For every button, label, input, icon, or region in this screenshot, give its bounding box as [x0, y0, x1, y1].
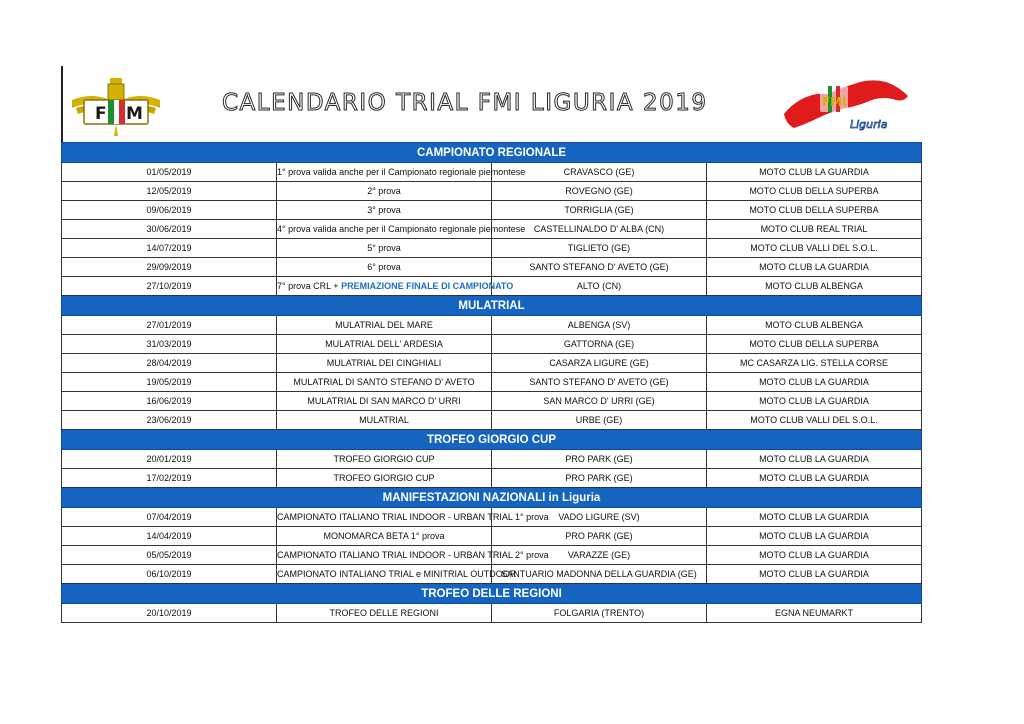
place-cell: SANTO STEFANO D' AVETO (GE) [492, 373, 707, 392]
club-cell: MOTO CLUB LA GUARDIA [707, 163, 922, 182]
club-cell: MOTO CLUB VALLI DEL S.O.L. [707, 239, 922, 258]
table-row [62, 604, 922, 623]
table-row [62, 220, 922, 239]
club-cell: MOTO CLUB DELLA SUPERBA [707, 201, 922, 220]
date-cell: 09/06/2019 [62, 201, 277, 220]
place-cell: TIGLIETO (GE) [492, 239, 707, 258]
fmi-logo [70, 70, 162, 140]
section-header [62, 430, 922, 450]
event-cell: MONOMARCA BETA 1° prova [277, 527, 492, 546]
table-row [62, 546, 922, 565]
event-text: 7° prova CRL + [277, 281, 339, 291]
event-cell [277, 277, 514, 296]
table-row [62, 182, 922, 201]
date-cell: 27/10/2019 [62, 277, 277, 296]
date-cell: 23/06/2019 [62, 411, 277, 430]
event-cell: MULATRIAL DI SANTO STEFANO D' AVETO [277, 373, 492, 392]
section-title: MULATRIAL [62, 296, 922, 316]
table-row [62, 258, 922, 277]
club-cell: MOTO CLUB ALBENGA [707, 277, 922, 296]
place-cell: URBE (GE) [492, 411, 707, 430]
event-cell: MULATRIAL [277, 411, 492, 430]
section-title: TROFEO GIORGIO CUP [62, 430, 922, 450]
table-row [62, 527, 922, 546]
event-cell: 2° prova [277, 182, 492, 201]
date-cell: 12/05/2019 [62, 182, 277, 201]
date-cell: 06/10/2019 [62, 565, 277, 584]
place-cell: SANTO STEFANO D' AVETO (GE) [492, 258, 707, 277]
place-cell: PRO PARK (GE) [492, 450, 707, 469]
table-row [62, 392, 922, 411]
table-row [62, 163, 922, 182]
club-cell: MOTO CLUB DELLA SUPERBA [707, 335, 922, 354]
date-cell: 17/02/2019 [62, 469, 277, 488]
place-cell: ALBENGA (SV) [492, 316, 707, 335]
event-cell: 6° prova [277, 258, 492, 277]
date-cell: 01/05/2019 [62, 163, 277, 182]
date-cell: 20/10/2019 [62, 604, 277, 623]
club-cell: MOTO CLUB LA GUARDIA [707, 258, 922, 277]
event-cell: TROFEO GIORGIO CUP [277, 469, 492, 488]
place-cell: ROVEGNO (GE) [492, 182, 707, 201]
event-cell: CAMPIONATO ITALIANO TRIAL INDOOR - URBAN TRIAL 1° prova [277, 508, 492, 527]
place-cell: PRO PARK (GE) [492, 469, 707, 488]
calendar-body [62, 143, 922, 623]
place-cell: PRO PARK (GE) [492, 527, 707, 546]
date-cell: 14/07/2019 [62, 239, 277, 258]
club-cell: MOTO CLUB LA GUARDIA [707, 527, 922, 546]
club-cell: MOTO CLUB LA GUARDIA [707, 392, 922, 411]
date-cell: 20/01/2019 [62, 450, 277, 469]
date-cell: 14/04/2019 [62, 527, 277, 546]
place-cell: CASARZA LIGURE (GE) [492, 354, 707, 373]
table-row [62, 469, 922, 488]
table-row [62, 373, 922, 392]
event-highlight: PREMIAZIONE FINALE DI CAMPIONATO [341, 281, 514, 291]
club-cell: MOTO CLUB REAL TRIAL [707, 220, 922, 239]
svg-text:M: M [126, 104, 143, 124]
table-row [62, 277, 922, 296]
table-row [62, 354, 922, 373]
table-row [62, 316, 922, 335]
logo-caption: Liguria [850, 118, 888, 131]
svg-text:F: F [95, 104, 107, 124]
club-cell: MOTO CLUB LA GUARDIA [707, 450, 922, 469]
event-cell: CAMPIONATO INTALIANO TRIAL e MINITRIAL OUTDOOR [277, 565, 492, 584]
club-cell: MOTO CLUB LA GUARDIA [707, 373, 922, 392]
date-cell: 29/09/2019 [62, 258, 277, 277]
club-cell: MOTO CLUB VALLI DEL S.O.L. [707, 411, 922, 430]
section-header [62, 584, 922, 604]
club-cell: MOTO CLUB LA GUARDIA [707, 565, 922, 584]
date-cell: 16/06/2019 [62, 392, 277, 411]
place-cell: CRAVASCO (GE) [492, 163, 707, 182]
date-cell: 05/05/2019 [62, 546, 277, 565]
club-cell: MOTO CLUB ALBENGA [707, 316, 922, 335]
event-cell: CAMPIONATO ITALIANO TRIAL INDOOR - URBAN TRIAL 2° prova [277, 546, 492, 565]
club-cell: MOTO CLUB LA GUARDIA [707, 546, 922, 565]
document-title: CALENDARIO TRIAL FMI LIGURIA 2019 [222, 90, 708, 116]
club-cell: MOTO CLUB LA GUARDIA [707, 508, 922, 527]
place-cell: VARAZZE (GE) [492, 546, 707, 565]
place-cell: VADO LIGURE (SV) [492, 508, 707, 527]
event-cell: 3° prova [277, 201, 492, 220]
section-header [62, 488, 922, 508]
place-cell: FOLGARIA (TRENTO) [492, 604, 707, 623]
date-cell: 07/04/2019 [62, 508, 277, 527]
section-header [62, 296, 922, 316]
club-cell: EGNA NEUMARKT [707, 604, 922, 623]
place-cell: ALTO (CN) [492, 277, 707, 296]
svg-text:FMI: FMI [822, 95, 847, 109]
event-cell: 1° prova valida anche per il Campionato regionale piemontese [277, 163, 492, 182]
place-cell: TORRIGLIA (GE) [492, 201, 707, 220]
table-row [62, 335, 922, 354]
event-cell: 4° prova valida anche per il Campionato regionale piemontese [277, 220, 492, 239]
section-title: TROFEO DELLE REGIONI [62, 584, 922, 604]
table-row [62, 508, 922, 527]
calendar-table [61, 142, 922, 623]
place-cell: SANTUARIO MADONNA DELLA GUARDIA (GE) [492, 565, 707, 584]
date-cell: 31/03/2019 [62, 335, 277, 354]
table-row [62, 450, 922, 469]
date-cell: 30/06/2019 [62, 220, 277, 239]
table-row [62, 201, 922, 220]
table-row [62, 565, 922, 584]
section-title: MANIFESTAZIONI NAZIONALI in Liguria [62, 488, 922, 508]
place-cell: SAN MARCO D' URRI (GE) [492, 392, 707, 411]
date-cell: 27/01/2019 [62, 316, 277, 335]
table-row [62, 239, 922, 258]
left-margin-rule [61, 66, 63, 142]
fmi-liguria-logo [780, 72, 912, 138]
event-cell: MULATRIAL DELL' ARDESIA [277, 335, 492, 354]
place-cell: GATTORNA (GE) [492, 335, 707, 354]
club-cell: MOTO CLUB DELLA SUPERBA [707, 182, 922, 201]
club-cell: MOTO CLUB LA GUARDIA [707, 469, 922, 488]
event-cell: MULATRIAL DEL MARE [277, 316, 492, 335]
event-cell: MULATRIAL DI SAN MARCO D' URRI [277, 392, 492, 411]
club-cell: MC CASARZA LIG. STELLA CORSE [707, 354, 922, 373]
table-row [62, 411, 922, 430]
section-header [62, 143, 922, 163]
event-cell: 5° prova [277, 239, 492, 258]
event-cell: MULATRIAL DEI CINGHIALI [277, 354, 492, 373]
event-cell: TROFEO DELLE REGIONI [277, 604, 492, 623]
section-title: CAMPIONATO REGIONALE [62, 143, 922, 163]
event-cell: TROFEO GIORGIO CUP [277, 450, 492, 469]
date-cell: 28/04/2019 [62, 354, 277, 373]
date-cell: 19/05/2019 [62, 373, 277, 392]
place-cell: CASTELLINALDO D' ALBA (CN) [492, 220, 707, 239]
